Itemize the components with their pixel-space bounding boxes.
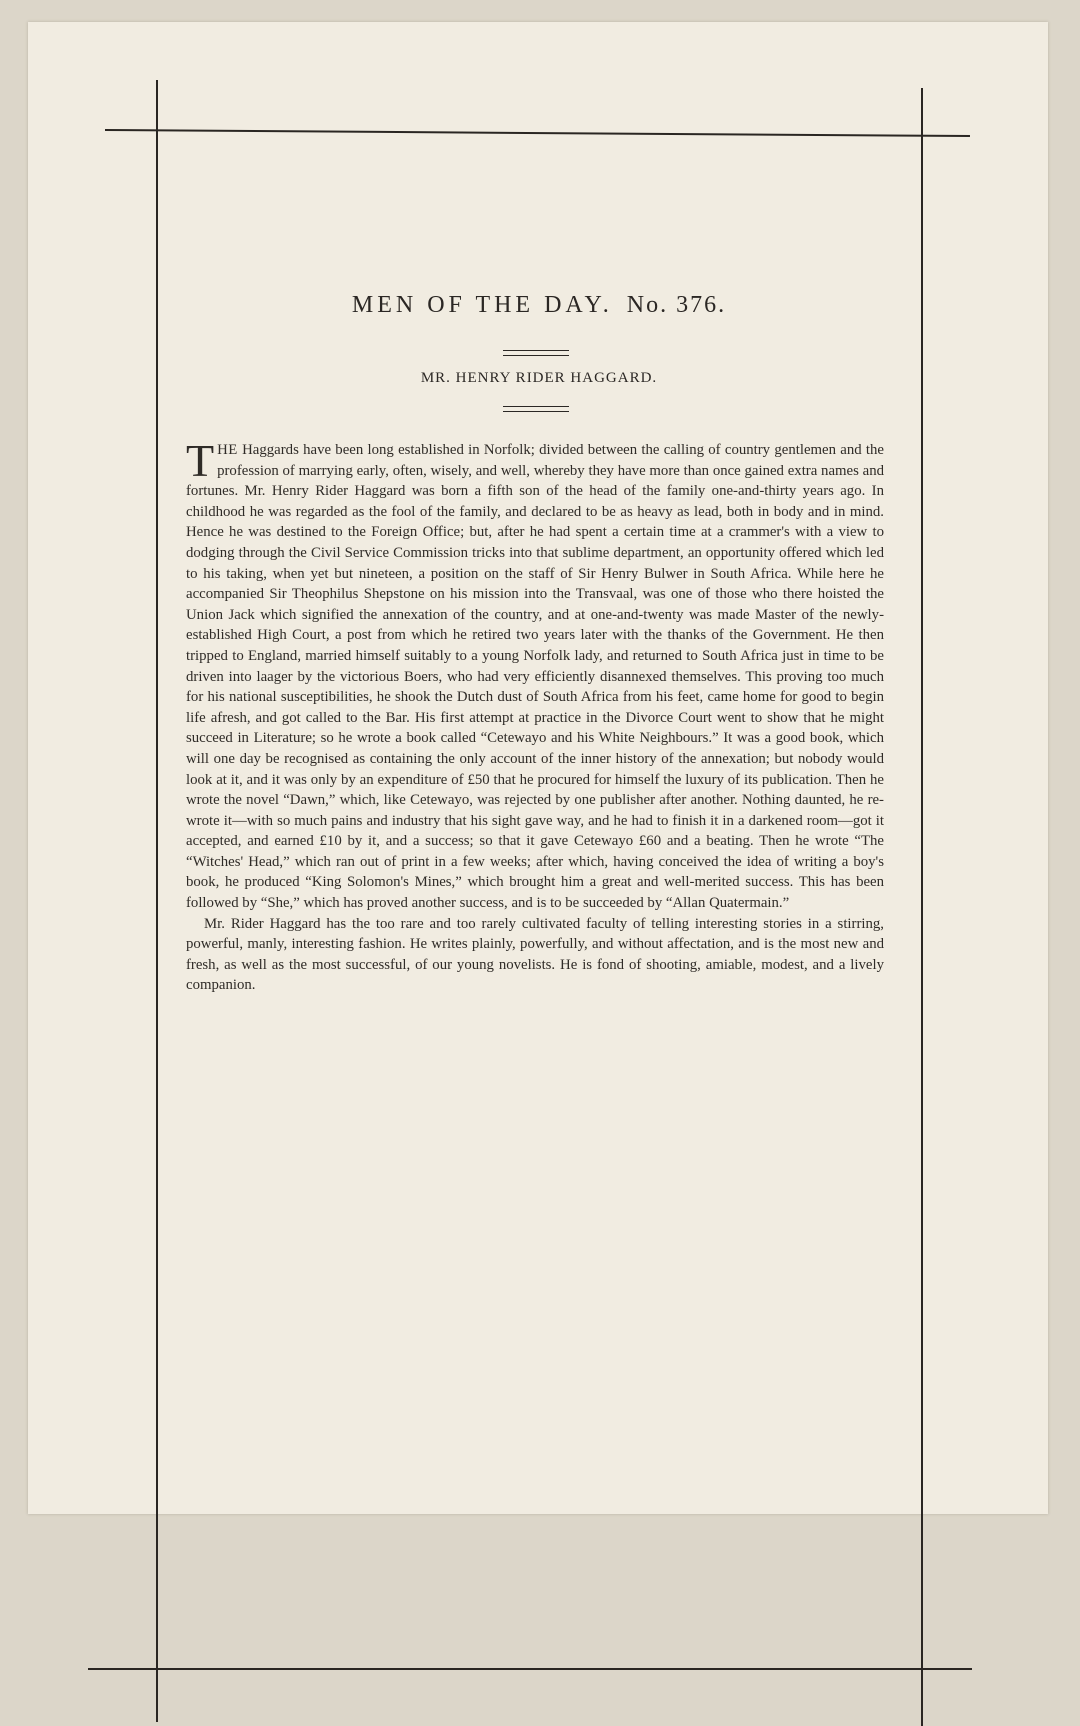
article-paragraph-1 (186, 435, 884, 914)
title-separator (503, 350, 569, 356)
series-title: MEN OF THE DAY. (351, 292, 613, 318)
paragraph-1-text: Haggards have been long established in Norfolk; divided between the calling of country gentlemen and the profession of marrying early, often, wisely, and well, whereby they have more than once gained extra names and fortunes. Mr. Henry Rider Haggard was born a fifth son of the head of the family one-and-thirty years ago. In childhood he was regarded as the fool of the family, and declared to be as heavy as lead, both in body and in mind. Hence he was destined to the Foreign Office; but, after he had spent a certain time at a crammer's with a view to dodging through the Civil Service Commission tricks into that sublime department, an opportunity offered which led to his taking, when yet but nineteen, a position on the staff of Sir Henry Bulwer in South Africa. While here he accompanied Sir Theophilus Shepstone on his mission into the Transvaal, was one of those who there hoisted the Union Jack which signified the annexation of the country, and at one-and-twenty was made Master of the newly-established High Court, a post from which he retired two years later with the thanks of the Government. He then tripped to England, married himself suitably to a young Norfolk lady, and returned to South Africa just in time to be driven into laager by the victorious Boers, who had very efficiently disannexed themselves. This proving too much for his national susceptibilities, he shook the Dutch dust of South Africa from his feet, came home for good to begin life afresh, and got called to the Bar. His first attempt at practice in the Divorce Court went to show that he might succeed in Literature; so he wrote a book called “Cetewayo and his White Neighbours.” It was a good book, which will one day be recognised as containing the only account of the inner history of the annexation; but nobody would look at it, and it was only by an expenditure of £50 that he procured for himself the luxury of its publication. Then he wrote the novel “Dawn,” which, like Cetewayo, was rejected by one publisher after another. Nothing daunted, he re-wrote it—with so much pains and industry that his sight gave way, and he had to finish it in a darkened room—got it accepted, and earned £10 by it, and a success; so that it gave Cetewayo £60 and a beating. Then he wrote “The “Witches' Head,” which ran out of print in a few weeks; after which, having conceived the idea of writing a boy's book, he produced “King Solomon's Mines,” which brought him a great and well-merited success. This has been followed by “She,” which has proved another success, and is to be succeeded by “Allan Quatermain.” (186, 442, 884, 912)
bottom-border-rule (88, 1668, 972, 1670)
article-subtitle: MR. HENRY RIDER HAGGARD. (420, 370, 658, 386)
subtitle-separator (503, 406, 569, 412)
left-border-rule (156, 80, 158, 1722)
lead-word: HE (217, 442, 238, 458)
drop-cap: T (186, 435, 215, 486)
issue-number: No. 376. (626, 292, 727, 318)
page-title (160, 292, 918, 319)
right-border-rule (921, 88, 923, 1726)
article-paragraph-2: Mr. Rider Haggard has the too rare and too rarely cultivated faculty of telling interesting stories in a stirring, powerful, manly, interesting fashion. He writes plainly, powerfully, and without affectation, and is the most new and fresh, as well as the most successful, of our young novelists. He is fond of shooting, amiable, modest, and a lively companion. (186, 915, 884, 994)
article-body (186, 435, 884, 996)
